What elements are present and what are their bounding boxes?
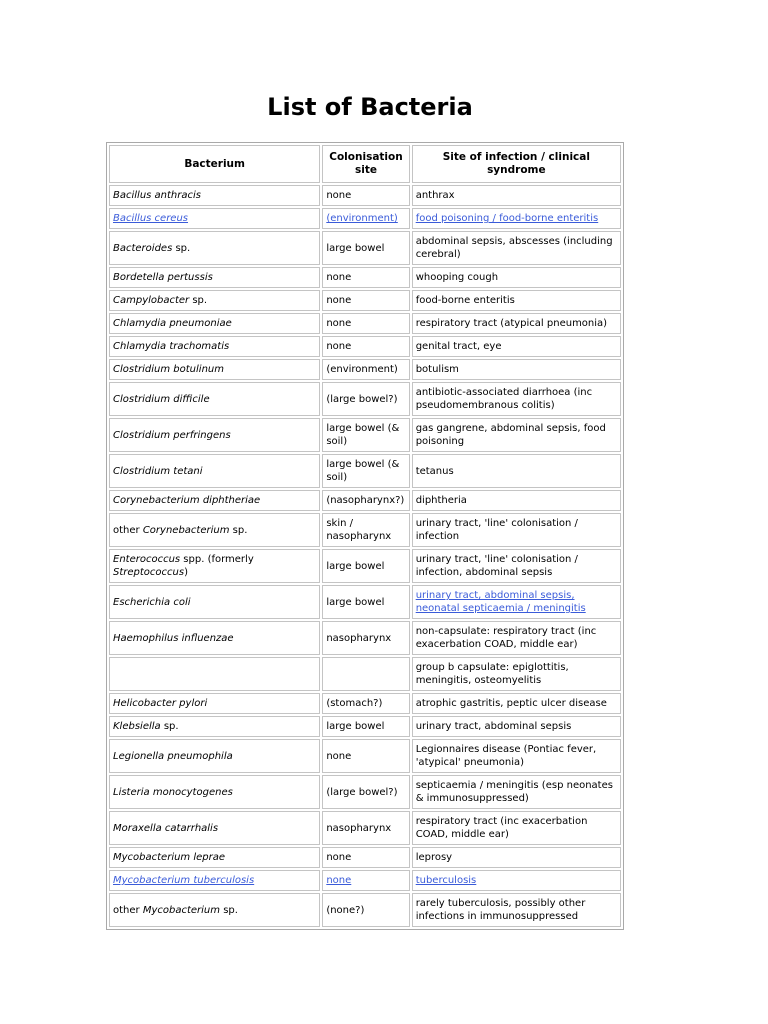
bacterium-name: Mycobacterium tuberculosis [113,875,255,886]
infection-text: non-capsulate: respiratory tract (inc exacerbation COAD, middle ear) [415,626,597,650]
colonisation-site-cell[interactable] [322,870,409,891]
bacterium-cell [109,775,320,809]
colonisation-site-text: large bowel [326,721,385,732]
table-row [109,739,621,773]
table-row [109,231,621,265]
colonisation-site-cell [322,621,409,655]
colonisation-site-cell [322,382,409,416]
colonisation-site-text: nasopharynx [326,822,392,834]
infection-cell[interactable] [412,585,621,619]
table-row [109,290,621,311]
colonisation-site-cell [322,693,409,714]
infection-text: antibiotic-associated diarrhoea (inc pseudomembranous colitis) [415,387,593,411]
table-row [109,847,621,868]
colonisation-site-cell [322,267,409,288]
table-row [109,716,621,737]
table-row [109,657,621,691]
bacterium-name: Enterococcus [113,554,181,565]
bacterium-qualifier: ) [184,567,188,578]
bacterium-cell [109,811,320,845]
bacterium-cell [109,716,320,737]
infection-text: leprosy [415,852,453,863]
colonisation-site-text: (nasopharynx?) [326,495,405,506]
infection-cell [412,267,621,288]
bacterium-qualifier: spp. (formerly [180,554,254,565]
bacterium-cell [109,893,320,927]
column-header-bacterium: Bacterium [109,145,320,183]
bacterium-name: Clostridium perfringens [113,429,231,441]
infection-cell [412,739,621,773]
infection-text: anthrax [415,190,455,201]
bacterium-name: Bacillus anthracis [113,190,201,201]
bacterium-cell [109,336,320,357]
table-row [109,313,621,334]
infection-text: tuberculosis [415,875,477,886]
bacterium-cell [109,231,320,265]
bacterium-cell [109,382,320,416]
table-row [109,208,621,229]
bacterium-name: Streptococcus [113,567,185,578]
bacteria-table [106,142,624,930]
bacterium-name: Corynebacterium diphtheriae [113,495,261,506]
colonisation-site-text: (large bowel?) [326,786,398,798]
colonisation-site-text: large bowel [326,596,385,608]
colonisation-site-text: none [326,341,352,352]
table-row [109,811,621,845]
table-row [109,454,621,488]
colonisation-site-text: nasopharynx [326,632,392,644]
infection-cell [412,513,621,547]
table-row [109,621,621,655]
bacterium-cell [109,585,320,619]
colonisation-site-text: large bowel [326,242,385,254]
colonisation-site-text: (environment) [326,364,398,375]
infection-cell [412,231,621,265]
colonisation-site-text: none [326,318,352,329]
bacterium-name: Listeria monocytogenes [113,786,233,798]
colonisation-site-text: (stomach?) [326,698,383,709]
table-row [109,513,621,547]
infection-cell [412,185,621,206]
bacterium-cell[interactable] [109,208,320,229]
bacterium-name: Chlamydia pneumoniae [113,318,232,329]
infection-text: urinary tract, abdominal sepsis, neonatal septicaemia / meningitis [415,590,586,614]
table-row [109,775,621,809]
bacterium-cell [109,290,320,311]
infection-text: respiratory tract (inc exacerbation COAD, middle ear) [415,816,588,840]
colonisation-site-text: large bowel (& soil) [326,459,400,483]
bacterium-qualifier: sp. [160,721,179,732]
colonisation-site-cell [322,490,409,511]
colonisation-site-text: none [326,190,352,201]
infection-cell [412,657,621,691]
colonisation-site-cell [322,811,409,845]
infection-cell [412,418,621,452]
bacterium-name: Bacteroides [113,242,173,254]
infection-cell[interactable] [412,870,621,891]
bacterium-cell [109,621,320,655]
bacterium-name: Chlamydia trachomatis [113,341,230,352]
bacterium-qualifier: sp. [172,242,191,254]
infection-text: gas gangrene, abdominal sepsis, food poisoning [415,423,606,447]
infection-cell [412,549,621,583]
infection-text: respiratory tract (atypical pneumonia) [415,318,608,329]
bacterium-cell [109,657,320,691]
table-row [109,490,621,511]
table-row [109,585,621,619]
infection-text: septicaemia / meningitis (esp neonates & immunosuppressed) [415,780,613,804]
colonisation-site-cell [322,893,409,927]
bacterium-name: Bacillus cereus [113,213,189,224]
table-row [109,359,621,380]
colonisation-site-text: none [326,750,352,762]
bacterium-cell [109,847,320,868]
infection-text: Legionnaires disease (Pontiac fever, 'atypical' pneumonia) [415,744,597,768]
bacterium-name: Escherichia coli [113,596,191,608]
colonisation-site-text: (none?) [326,904,365,916]
colonisation-site-cell [322,549,409,583]
bacterium-qualifier: other [113,524,143,536]
bacterium-cell [109,693,320,714]
colonisation-site-cell [322,847,409,868]
infection-cell [412,893,621,927]
colonisation-site-text: (environment) [326,213,398,224]
infection-text: tetanus [415,465,454,477]
column-header-infection-site: Site of infection / clinical syndrome [412,145,621,183]
infection-text: food-borne enteritis [415,295,515,306]
bacterium-name: Clostridium botulinum [113,364,224,375]
colonisation-site-cell [322,513,409,547]
colonisation-site-cell [322,775,409,809]
bacterium-name: Mycobacterium leprae [113,852,226,863]
table-row [109,185,621,206]
colonisation-site-cell [322,657,409,691]
table-row [109,336,621,357]
bacterium-qualifier: sp. [229,524,248,536]
colonisation-site-cell [322,290,409,311]
colonisation-site-cell [322,418,409,452]
infection-text: whooping cough [415,272,499,283]
infection-cell [412,313,621,334]
colonisation-site-cell [322,231,409,265]
bacterium-qualifier: other [113,904,143,916]
bacterium-cell [109,513,320,547]
infection-cell [412,290,621,311]
colonisation-site-text: (large bowel?) [326,393,398,405]
colonisation-site-cell [322,454,409,488]
colonisation-site-cell [322,739,409,773]
bacterium-name: Klebsiella [113,721,161,732]
bacterium-name: Mycobacterium [142,904,221,916]
bacterium-name: Helicobacter pylori [113,698,208,709]
bacterium-cell [109,267,320,288]
column-header-colonisation-site: Colonisation site [322,145,409,183]
colonisation-site-text: skin / nasopharynx [326,518,392,542]
infection-cell [412,621,621,655]
bacterium-cell [109,490,320,511]
colonisation-site-text: none [326,852,352,863]
bacterium-name: Haemophilus influenzae [113,632,234,644]
bacterium-qualifier: sp. [220,904,238,916]
colonisation-site-cell [322,716,409,737]
infection-text: rarely tuberculosis, possibly other infections in immunosuppressed [415,898,586,922]
infection-cell [412,775,621,809]
infection-text: group b capsulate: epiglottitis, meningitis, osteomyelitis [415,662,569,686]
infection-text: urinary tract, 'line' colonisation / infection [415,518,578,542]
colonisation-site-text: none [326,272,352,283]
infection-text: genital tract, eye [415,341,502,352]
colonisation-site-text: none [326,875,352,886]
colonisation-site-cell[interactable] [322,208,409,229]
table-row [109,549,621,583]
infection-text: atrophic gastritis, peptic ulcer disease [415,698,607,709]
infection-cell [412,382,621,416]
infection-cell [412,490,621,511]
infection-text: urinary tract, 'line' colonisation / infection, abdominal sepsis [415,554,578,578]
infection-cell [412,811,621,845]
bacterium-name: Bordetella pertussis [113,272,213,283]
table-header-row [109,145,621,183]
bacterium-name: Clostridium tetani [113,465,203,477]
colonisation-site-cell [322,185,409,206]
infection-text: food poisoning / food-borne enteritis [415,213,599,224]
bacterium-cell [109,359,320,380]
bacterium-cell [109,739,320,773]
infection-cell [412,454,621,488]
bacterium-cell [109,454,320,488]
infection-cell [412,336,621,357]
colonisation-site-text: none [326,295,352,306]
table-row [109,267,621,288]
bacterium-name: Corynebacterium [142,524,230,536]
infection-cell [412,359,621,380]
bacterium-cell [109,313,320,334]
table-row [109,418,621,452]
colonisation-site-cell [322,585,409,619]
bacterium-cell [109,549,320,583]
infection-cell [412,847,621,868]
infection-text: diphtheria [415,495,467,506]
infection-cell [412,693,621,714]
bacterium-name: Legionella pneumophila [113,750,233,762]
colonisation-site-cell [322,336,409,357]
table-body [109,185,621,927]
bacterium-name: Moraxella catarrhalis [113,822,219,834]
colonisation-site-cell [322,359,409,380]
table-row [109,893,621,927]
bacterium-name: Campylobacter [113,295,190,306]
infection-text: urinary tract, abdominal sepsis [415,721,572,732]
table-row [109,693,621,714]
bacterium-cell[interactable] [109,870,320,891]
page-title: List of Bacteria [267,93,473,121]
infection-text: botulism [415,364,459,375]
table-row [109,382,621,416]
infection-cell[interactable] [412,208,621,229]
colonisation-site-text: large bowel (& soil) [326,423,400,447]
infection-cell [412,716,621,737]
infection-text: abdominal sepsis, abscesses (including cerebral) [415,236,613,260]
bacterium-cell [109,185,320,206]
bacterium-qualifier: sp. [189,295,208,306]
bacterium-name: Clostridium difficile [113,393,210,405]
table-row [109,870,621,891]
colonisation-site-cell [322,313,409,334]
bacterium-cell [109,418,320,452]
colonisation-site-text: large bowel [326,560,385,572]
